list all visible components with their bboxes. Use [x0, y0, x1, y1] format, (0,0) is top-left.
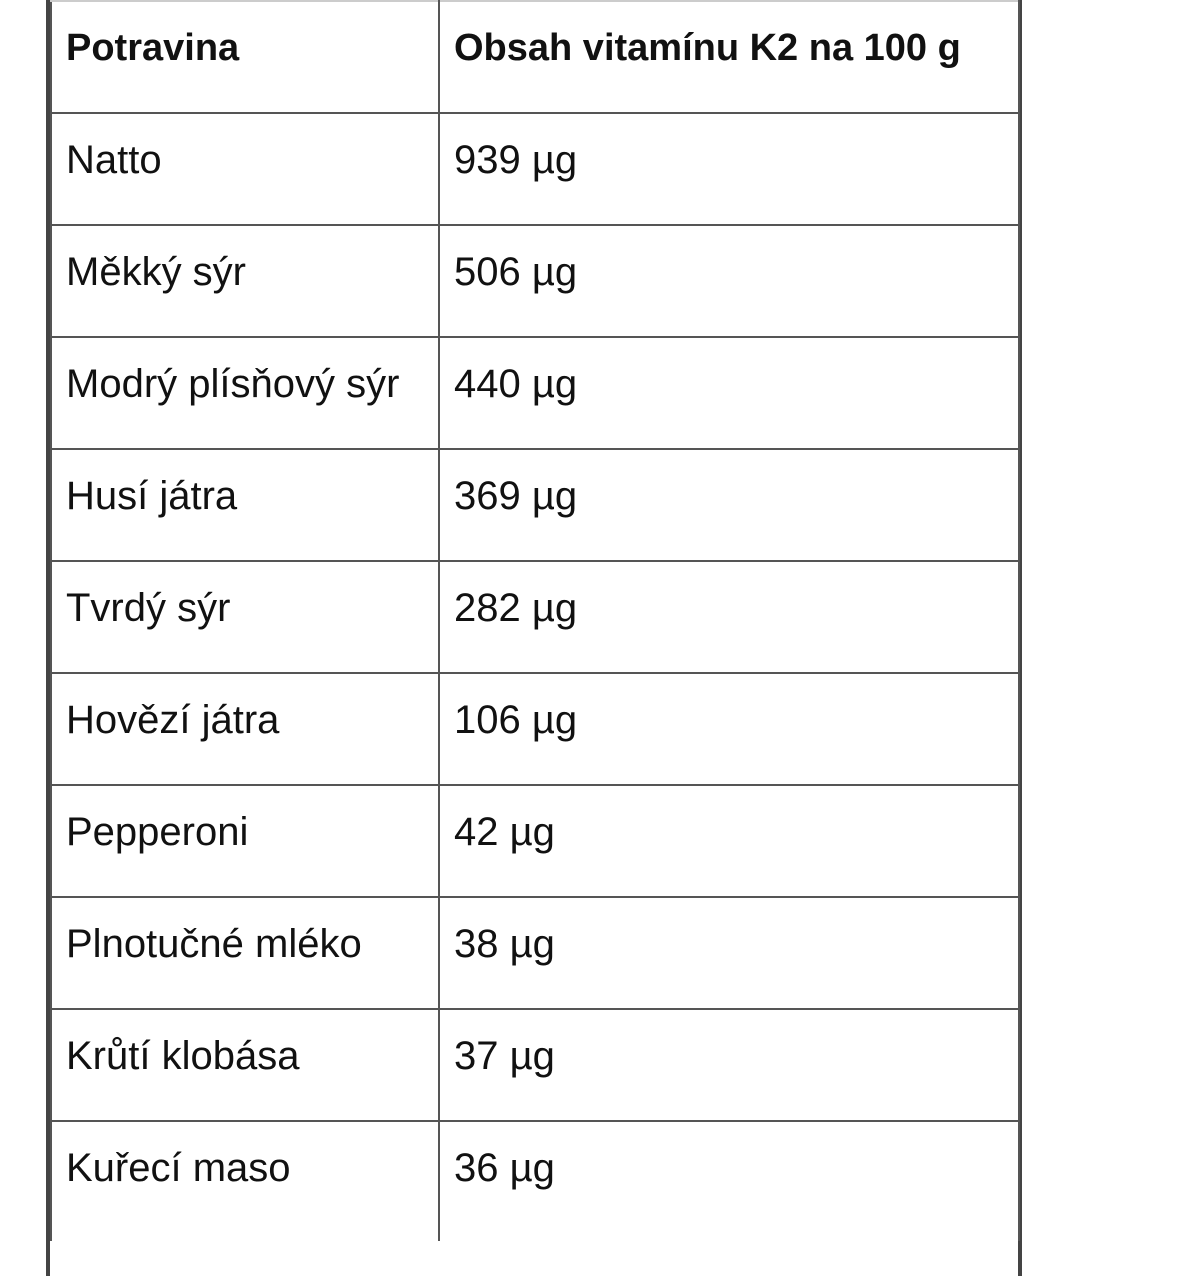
table-row [51, 225, 1019, 337]
food-cell: Natto [51, 113, 439, 225]
food-cell: Plnotučné mléko [51, 897, 439, 1009]
food-cell: Husí játra [51, 449, 439, 561]
k2-value-cell: 36 µg [439, 1121, 1019, 1241]
table-row [51, 1121, 1019, 1241]
vitamin-k2-table [50, 0, 1020, 1241]
k2-value-cell: 282 µg [439, 561, 1019, 673]
food-cell: Kuřecí maso [51, 1121, 439, 1241]
table-row [51, 449, 1019, 561]
table-row [51, 561, 1019, 673]
k2-value-cell: 37 µg [439, 1009, 1019, 1121]
k2-value-cell: 106 µg [439, 673, 1019, 785]
table-row [51, 897, 1019, 1009]
k2-value-cell: 939 µg [439, 113, 1019, 225]
header-food: Potravina [51, 1, 439, 113]
food-cell: Tvrdý sýr [51, 561, 439, 673]
table-header-row [51, 1, 1019, 113]
food-cell: Měkký sýr [51, 225, 439, 337]
k2-value-cell: 369 µg [439, 449, 1019, 561]
vitamin-k2-table-container [46, 0, 1022, 1276]
k2-value-cell: 38 µg [439, 897, 1019, 1009]
table-row [51, 785, 1019, 897]
food-cell: Pepperoni [51, 785, 439, 897]
k2-value-cell: 42 µg [439, 785, 1019, 897]
table-row [51, 113, 1019, 225]
food-cell: Hovězí játra [51, 673, 439, 785]
table-row [51, 673, 1019, 785]
table-row [51, 1009, 1019, 1121]
header-k2-content: Obsah vitamínu K2 na 100 g [439, 1, 1019, 113]
food-cell: Modrý plísňový sýr [51, 337, 439, 449]
food-cell: Krůtí klobása [51, 1009, 439, 1121]
table-row [51, 337, 1019, 449]
k2-value-cell: 440 µg [439, 337, 1019, 449]
k2-value-cell: 506 µg [439, 225, 1019, 337]
